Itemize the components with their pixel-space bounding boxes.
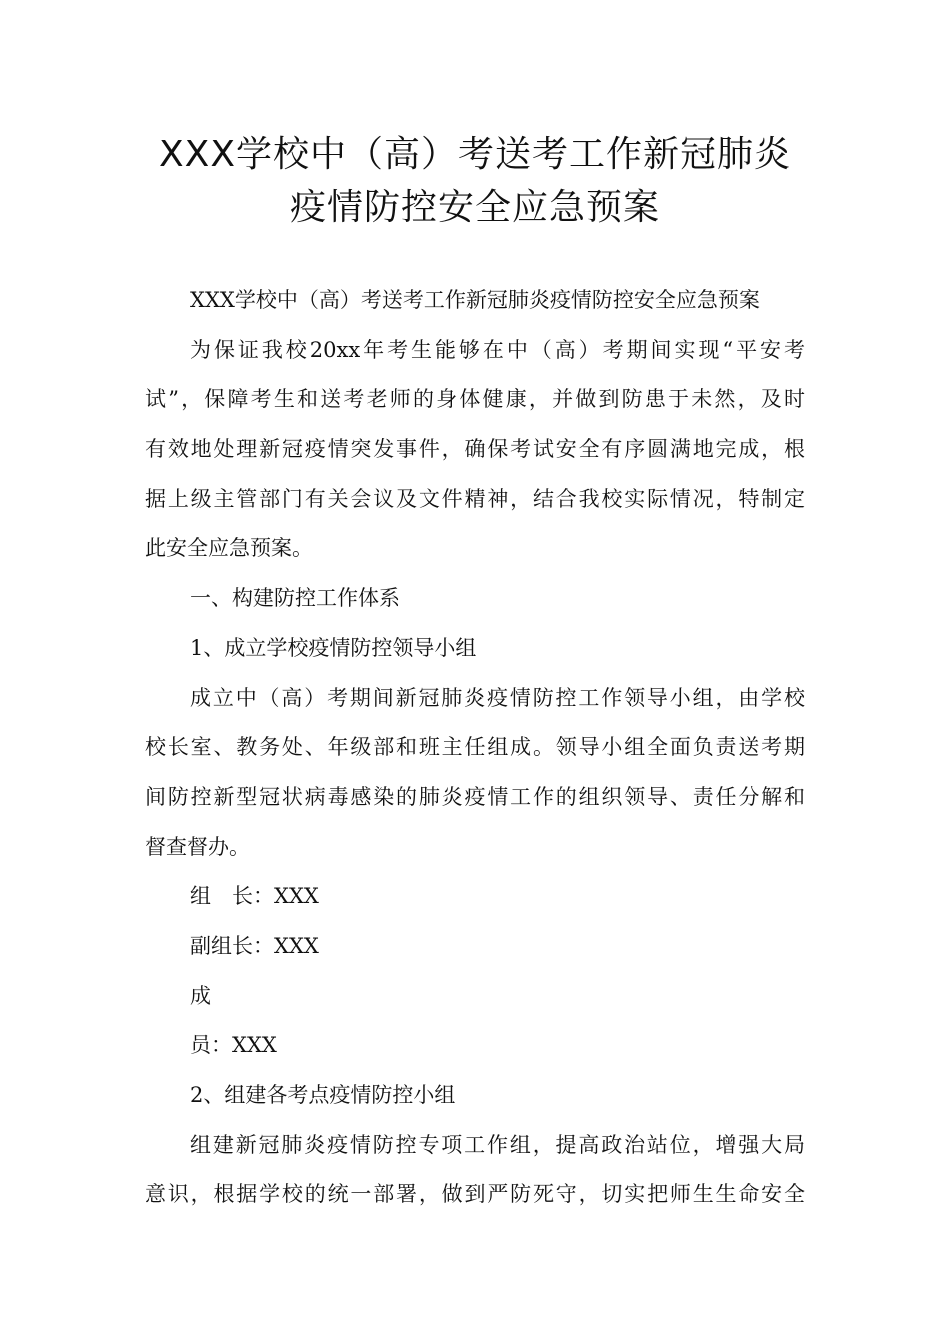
- text-line: 有效地处理新冠疫情突发事件，确保考试安全有序圆满地完成，根: [145, 437, 805, 462]
- text-line: 一、构建防控工作体系: [190, 586, 400, 611]
- text-line: 组 长：XXX: [190, 884, 319, 909]
- text-line: 副组长：XXX: [190, 933, 319, 958]
- text-line: 员：XXX: [190, 1033, 277, 1058]
- document-body: [145, 276, 805, 1220]
- document-title-line-2: 疫情防控安全应急预案: [289, 187, 660, 228]
- text-line: 此安全应急预案。: [145, 536, 313, 561]
- text-line: 督查督办。: [145, 834, 250, 859]
- text-line: 试”，保障考生和送考老师的身体健康，并做到防患于未然，及时: [145, 387, 805, 412]
- text-line: 组建新冠肺炎疫情防控专项工作组，提高政治站位，增强大局: [190, 1132, 805, 1157]
- text-line: 2、组建各考点疫情防控小组: [190, 1083, 456, 1107]
- text-line: 据上级主管部门有关会议及文件精神，结合我校实际情况，特制定: [145, 486, 805, 511]
- text-line: 间防控新型冠状病毒感染的肺炎疫情工作的组织领导、责任分解和: [145, 784, 805, 809]
- text-line: 1、成立学校疫情防控领导小组: [190, 635, 477, 660]
- text-line: XXX学校中（高）考送考工作新冠肺炎疫情防控安全应急预案: [190, 288, 760, 312]
- text-line: 意识，根据学校的统一部署，做到严防死守，切实把师生生命安全: [145, 1182, 805, 1207]
- text-line: 为保证我校20xx年考生能够在中（高）考期间实现“平安考: [190, 337, 805, 362]
- document-title-line-1: XXX学校中（高）考送考工作新冠肺炎: [159, 134, 791, 175]
- text-line: 校长室、教务处、年级部和班主任组成。领导小组全面负责送考期: [145, 735, 805, 760]
- text-line: 成: [190, 983, 211, 1008]
- text-line: 成立中（高）考期间新冠肺炎疫情防控工作领导小组，由学校: [190, 685, 805, 710]
